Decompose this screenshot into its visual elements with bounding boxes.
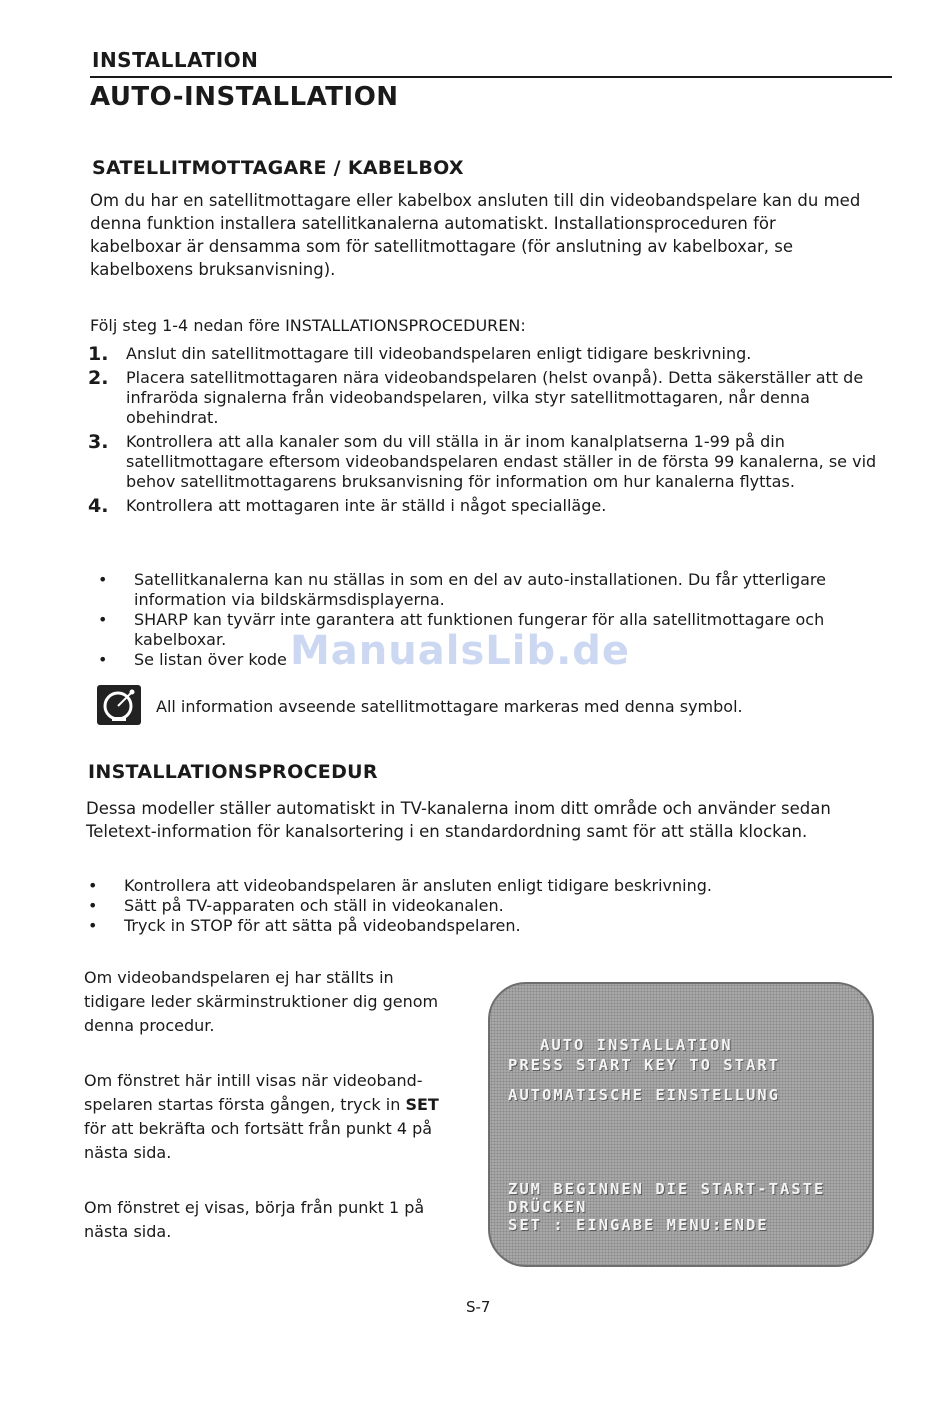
note-text: spelaren startas första gången, tryck in: [84, 1095, 406, 1114]
step-item: [88, 368, 888, 428]
note-line: [84, 1093, 474, 1117]
section-label: INSTALLATION: [92, 48, 259, 72]
bullet-icon: •: [88, 896, 98, 915]
bullet-icon: •: [98, 570, 108, 589]
intro-line: denna funktion installera satellitkanalerna automatiskt. Installationsproceduren för: [90, 214, 776, 233]
procedure-note-1: [84, 966, 474, 1038]
satellite-dish-icon: [96, 684, 142, 726]
note-line: nästa sida.: [84, 1143, 172, 1162]
step-number: 2.: [88, 367, 109, 389]
procedure-heading: INSTALLATIONSPROCEDUR: [88, 761, 378, 783]
bullet-icon: •: [88, 916, 98, 935]
intro-line: Dessa modeller ställer automatiskt in TV-kanalerna inom ditt område och använder sedan: [86, 799, 831, 818]
screen-line: AUTOMATISCHE EINSTELLUNG: [508, 1086, 780, 1104]
step-text: Kontrollera att alla kanaler som du vill ställa in är inom kanalplatserna 1-99 på din satellitmottagare eftersom videobandspelaren endast ställer in de första 99 kanalerna, se vid behov satellitmottagarens bruksanvisning för information om hur kanalerna flyttas.: [126, 432, 877, 491]
screen-line: SET : EINGABE MENU:ENDE: [508, 1216, 769, 1234]
intro-line: Om du har en satellitmottagare eller kabelbox ansluten till din videobandspelare kan du med: [90, 191, 861, 210]
note-line: denna procedur.: [84, 1016, 215, 1035]
note-line: Om fönstret ej visas, börja från punkt 1 på: [84, 1198, 425, 1217]
procedure-bullet: [86, 876, 886, 896]
procedure-bullet: [86, 916, 886, 936]
step-item: [88, 344, 888, 364]
screen-line: DRÜCKEN: [508, 1198, 588, 1216]
intro-line: Teletext-information för kanalsortering i en standardordning samt för att ställa klockan.: [86, 822, 808, 841]
step-number: 3.: [88, 431, 109, 453]
note-line: Om videobandspelaren ej har ställts in: [84, 968, 394, 987]
screen-line: AUTO INSTALLATION: [540, 1036, 733, 1054]
note-text: Se listan över kode: [134, 650, 287, 669]
procedure-bullets: [86, 876, 886, 936]
note-text: SHARP kan tyvärr inte garantera att funktionen fungerar för alla satellitmottagare och kabelboxar.: [134, 610, 825, 649]
step-text: Placera satellitmottagaren nära videobandspelaren (helst ovanpå). Detta säkerställer att de infraröda signalerna från videobandspelaren, vilka styr satellitmottagaren, når denna obehindrat.: [126, 368, 864, 427]
tv-screen-display: [488, 982, 874, 1267]
bullet-icon: •: [88, 876, 98, 895]
bullet-text: Tryck in STOP för att sätta på videobandspelaren.: [124, 916, 521, 935]
note-line: nästa sida.: [84, 1222, 172, 1241]
bullet-icon: •: [98, 650, 108, 669]
set-key-label: SET: [405, 1095, 439, 1114]
symbol-note: All information avseende satellitmottagare markeras med denna symbol.: [156, 697, 743, 716]
procedure-note-2: [84, 1069, 474, 1165]
step-number: 1.: [88, 343, 109, 365]
step-number: 4.: [88, 495, 109, 517]
step-item: [88, 432, 888, 492]
page-title: AUTO-INSTALLATION: [90, 82, 399, 112]
satellite-heading: SATELLITMOTTAGARE / KABELBOX: [92, 157, 464, 179]
note-line: Om fönstret här intill visas när videoband-: [84, 1071, 423, 1090]
screen-line: ZUM BEGINNEN DIE START-TASTE: [508, 1180, 826, 1198]
satellite-intro: [90, 189, 890, 281]
bullet-icon: •: [98, 610, 108, 629]
note-text: Satellitkanalerna kan nu ställas in som en del av auto-installationen. Du får ytterligare information via bildskärmsdisplayerna.: [134, 570, 826, 609]
note-line: för att bekräfta och fortsätt från punkt 4 på: [84, 1119, 433, 1138]
section-divider: [90, 76, 892, 78]
procedure-intro: [86, 797, 886, 843]
step-list: [88, 344, 888, 520]
step-text: Anslut din satellitmottagare till videobandspelaren enligt tidigare beskrivning.: [126, 344, 752, 363]
steps-intro: Följ steg 1-4 nedan före INSTALLATIONSPROCEDUREN:: [90, 316, 526, 335]
procedure-bullet: [86, 896, 886, 916]
page-number: S-7: [466, 1298, 491, 1316]
note-item: [96, 570, 876, 610]
screen-line: PRESS START KEY TO START: [508, 1056, 780, 1074]
step-text: Kontrollera att mottagaren inte är ställd i något specialläge.: [126, 496, 607, 515]
note-line: tidigare leder skärminstruktioner dig genom: [84, 992, 439, 1011]
bullet-text: Kontrollera att videobandspelaren är ansluten enligt tidigare beskrivning.: [124, 876, 712, 895]
watermark: ManualsLib.de: [290, 628, 631, 674]
step-item: [88, 496, 888, 516]
intro-line: kabelboxar är densamma som för satellitmottagare (för anslutning av kabelboxar, se: [90, 237, 794, 256]
bullet-text: Sätt på TV-apparaten och ställ in videokanalen.: [124, 896, 504, 915]
procedure-note-3: [84, 1196, 474, 1244]
intro-line: kabelboxens bruksanvisning).: [90, 260, 336, 279]
